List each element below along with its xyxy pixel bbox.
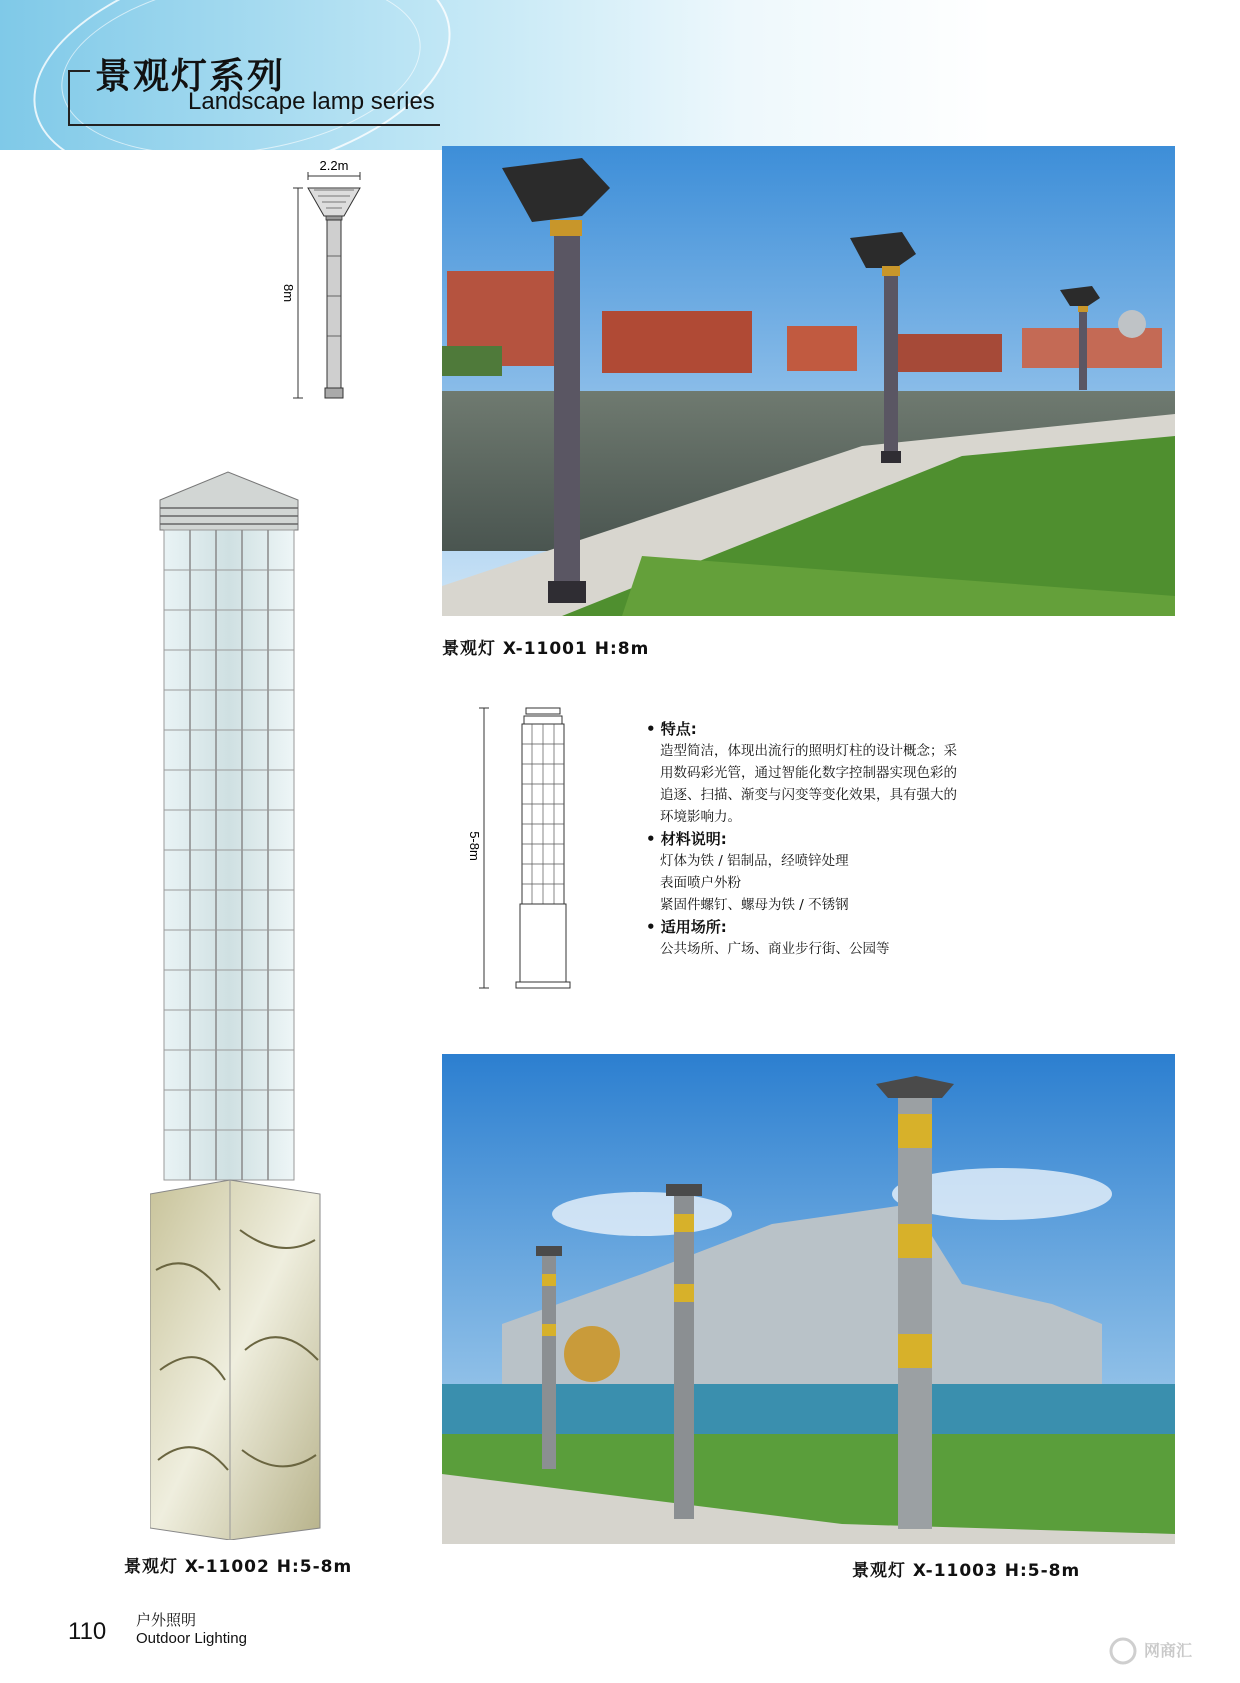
materials-line: 表面喷户外粉: [660, 875, 741, 891]
features-title: • 特点:: [646, 720, 697, 738]
watermark-icon: [1108, 1636, 1138, 1666]
caption-x11002: 景观灯 X-11002 H:5-8m: [124, 1557, 353, 1577]
diagram2-height-label: 5-8m: [467, 831, 482, 861]
photo-x11001-campus: [442, 146, 1175, 616]
caption-x11003: 景观灯 X-11003 H:5-8m: [852, 1561, 1081, 1581]
caption-x11001: 景观灯 X-11001 H:8m: [442, 639, 650, 659]
materials-title: • 材料说明:: [646, 830, 727, 848]
features-line: 用数码彩光管，通过智能化数字控制器实现色彩的: [660, 765, 957, 781]
lamp-diagram-x11002: [462, 706, 582, 996]
features-line: 追逐、扫描、渐变与闪变等变化效果，具有强大的: [660, 787, 957, 803]
diagram-height-label: 8m: [281, 283, 296, 303]
features-section: [646, 718, 1016, 960]
page-title: 景观灯系列: [95, 56, 286, 97]
photo-x11003-building: [442, 1054, 1175, 1544]
section-title-en: Outdoor Lighting: [136, 1630, 247, 1647]
section-title-cn: 户外照明: [136, 1611, 197, 1629]
page-number: 110: [68, 1618, 107, 1645]
watermark-text: 网商汇: [1144, 1641, 1193, 1660]
materials-line: 灯体为铁 / 铝制品，经喷锌处理: [660, 853, 849, 869]
watermark-logo: [1108, 1634, 1226, 1670]
features-line: 环境影响力。: [660, 809, 741, 825]
usage-title: • 适用场所:: [646, 918, 727, 936]
page-subtitle: Landscape lamp series: [188, 88, 435, 115]
features-line: 造型简洁，体现出流行的照明灯柱的设计概念；采: [660, 743, 957, 759]
materials-line: 紧固件螺钉、螺母为铁 / 不锈钢: [660, 897, 849, 913]
lamp-render-x11002: [150, 470, 330, 1540]
lamp-diagram-x11001: [270, 156, 370, 406]
usage-line: 公共场所、广场、商业步行街、公园等: [660, 941, 890, 957]
diagram-width-label: 2.2m: [319, 158, 349, 173]
